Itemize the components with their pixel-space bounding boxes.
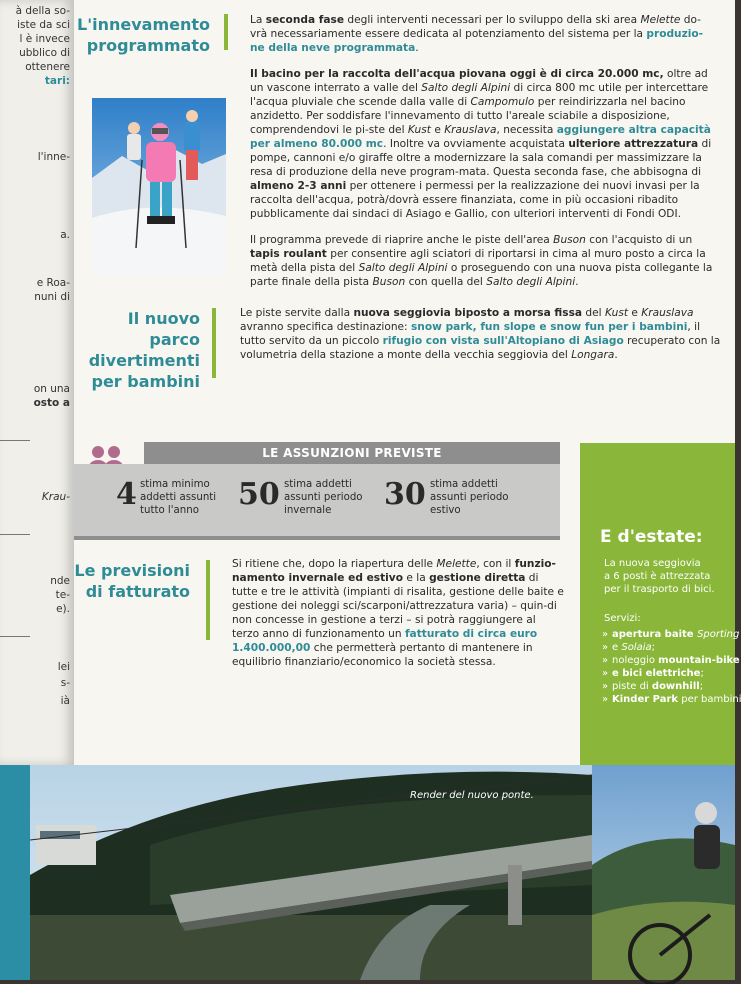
prev-fragment: tari: [44, 75, 70, 87]
list-item-continued: » e Solaia; [602, 641, 741, 654]
section2-body [240, 306, 722, 367]
prev-fragment: nuni di [34, 291, 70, 303]
section1-paragraph-3: Il programma prevede di riaprire anche le piste dell'area Buson con l'acquisto di un tapis roulant per consentire agli sciatori di riportarsi in cima al muro posto a circa la metà della pista del Salto degli Alpini o proseguendo con una nuova pista collegante la parte finale della pista Buson con quella del Salto degli Alpini. [250, 234, 713, 288]
stat-number: 50 [238, 477, 280, 512]
section2-paragraph: Le piste servite dalla nuova seggiovia biposto a morsa fissa del Kust e Krauslava avranno specifica destinazione: snow park, fun slope e snow fun per i bambini, il tutto servito da un piccolo rifugio con vista sull'Altopiano di Asiago recuperato con la volumetria della stazione a monte della vecchia seggiovia del Longara. [240, 307, 721, 361]
prev-fragment: à della so- [15, 5, 70, 17]
prev-divider [0, 440, 30, 441]
prev-fragment: e). [56, 603, 70, 615]
stat-number: 30 [384, 477, 426, 512]
prev-fragment: e Roa- [36, 277, 70, 289]
prev-fragment: s- [60, 677, 70, 689]
section1-paragraph-1: La seconda fase degli interventi necessari per lo sviluppo della ski area Melette do-vrà necessariamente essere dedicata al potenziamento del sistema per la produzio-ne della neve programmata. [250, 14, 704, 54]
title-line: Le previsioni [74, 561, 190, 580]
assunzioni-header: LE ASSUNZIONI PREVISTE [144, 442, 560, 464]
title-line: L'innevamento [77, 15, 210, 34]
section3-body [232, 557, 566, 674]
title-accent-bar [224, 14, 228, 50]
prev-fragment: l'inne- [37, 151, 70, 163]
section3-paragraph: Si ritiene che, dopo la riapertura delle Melette, con il funzio-namento invernale ed estivo e la gestione diretta di tutte e tre le attività (impianti di risalita, gestione delle baite e gestione dei noleggi sci/scarponi/attrezzatura varia) – quin-di non concesse in gestione a terzi – si potrà raggiungere al terzo anno di funzionamento un fatturato di circa euro 1.400.000,00 che permetterà pertanto di mantenere in equilibrio finanziario/economico la società stessa. [232, 558, 564, 668]
prev-fragment: iste da sci [17, 19, 70, 31]
title-line: programmato [86, 36, 210, 55]
section-title-fatturato [74, 560, 190, 602]
ski-kids-photo [92, 98, 226, 276]
assunzioni-stats [74, 464, 560, 540]
prev-divider [0, 636, 30, 637]
prev-fragment: l è invece [19, 33, 70, 45]
list-item: » Kinder Park per bambini [602, 693, 741, 706]
stat-label: stima addetti assunti periodo estivo [430, 479, 509, 516]
previous-page-edge [0, 0, 74, 765]
section-title-innevamento [74, 14, 210, 56]
title-line: Il nuovo parco [127, 309, 200, 349]
summer-panel [580, 443, 741, 765]
stat-label: stima minimo addetti assunti tutto l'anno [140, 479, 217, 516]
prev-fragment: a. [60, 229, 70, 241]
list-item-continued: » e bici elettriche; [602, 667, 741, 680]
assunzioni-box [74, 436, 580, 546]
services-label: Servizi: [604, 613, 641, 624]
prev-fragment: ottenere [25, 61, 70, 73]
section-title-parco [74, 308, 200, 392]
prev-fragment: ubblico di [19, 47, 70, 59]
title-line: divertimenti [88, 351, 200, 370]
summer-intro: La nuova seggiovia a 6 posti è attrezzata per il trasporto di bici. [604, 558, 715, 595]
prev-fragment: te- [55, 589, 70, 601]
prev-fragment: Krau- [41, 491, 70, 503]
prev-fragment: osto a [33, 397, 70, 409]
prev-fragment: lei [57, 661, 70, 673]
section1-paragraph-2: Il bacino per la raccolta dell'acqua piovana oggi è di circa 20.000 mc, oltre ad un vascone interrato a valle del Salto degli Alpini di circa 800 mc utile per intercettare l'acqua pluviale che scende dalla valle di Campomulo per reindirizzarla nel bacino anzidetto. Per soddisfare l'innevamento di tutto l'areale sciabile a disposizione, comprendendovi le pi-ste del Kust e Krauslava, necessita aggiungere altra capacità per almeno 80.000 mc. Inoltre va ovviamente acquistata ulteriore attrezzatura di pompe, cannoni e/o giraffe oltre a modernizzare la sala comandi per massimizzare la resa di produzione della neve program-mata. Questa seconda fase, che abbisogna di almeno 2-3 anni per ottenere i permessi per la realizzazione dei nuovi invasi per la raccolta dell'acqua, potrà/dovrà essere finanziata, come in più occasioni ribadito pubblicamente dai sindaci di Asiago e Gallio, con ulteriori interventi di Fondi ODI. [250, 68, 712, 220]
list-item: » apertura baite Sporting [602, 628, 741, 641]
title-accent-bar [206, 560, 210, 640]
prev-divider [0, 534, 30, 535]
section1-body [250, 13, 716, 294]
title-accent-bar [212, 308, 216, 378]
title-line: per bambini [91, 372, 200, 391]
prev-fragment: nde [50, 575, 70, 587]
render-caption: Render del nuovo ponte. [410, 790, 534, 801]
title-line: di fatturato [85, 582, 190, 601]
list-item: » noleggio mountain-bike [602, 654, 741, 667]
prev-fragment: on una [33, 383, 70, 395]
photo-edge-strip [0, 765, 30, 980]
services-list [602, 628, 741, 706]
list-item: » piste di downhill; [602, 680, 741, 693]
stat-number: 4 [116, 477, 137, 512]
bottom-photo-strip [0, 765, 735, 980]
prev-fragment: ià [60, 695, 70, 707]
summer-title: E d'estate: [600, 527, 703, 547]
stat-label: stima addetti assunti periodo invernale [284, 479, 363, 516]
